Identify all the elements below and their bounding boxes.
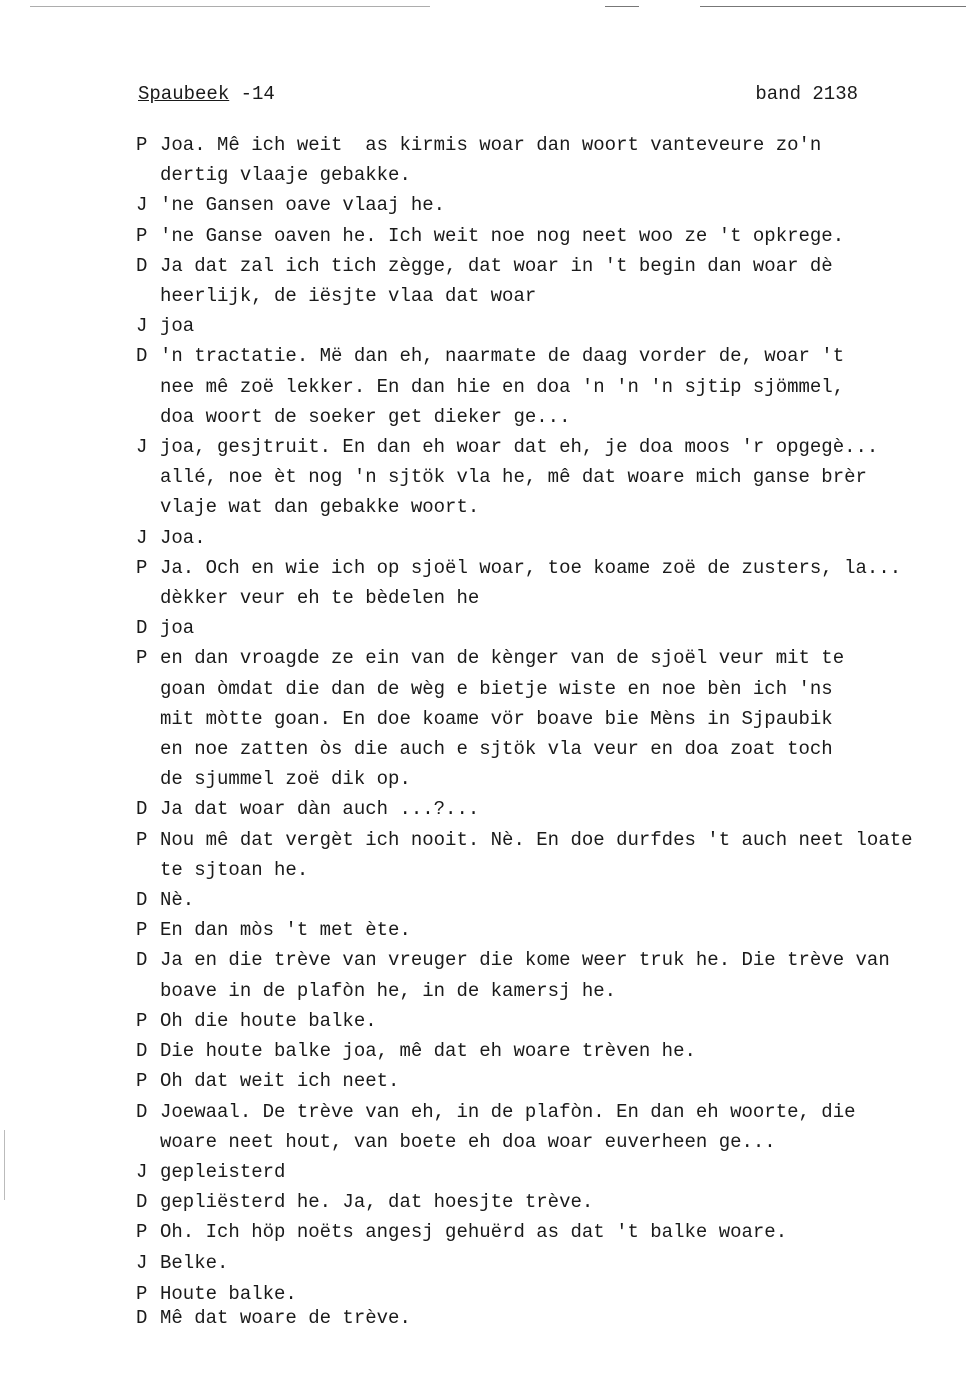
speaker-label: J: [136, 315, 148, 338]
utterance-line: Ja en die trève van vreuger die kome weer truk he. Die trève van: [160, 949, 890, 972]
utterance-line: Oh die houte balke.: [160, 1009, 377, 1032]
speaker-label: J: [136, 526, 148, 549]
utterance-line: Joewaal. De trève van eh, in de plafòn. En dan eh woorte, die: [160, 1100, 856, 1123]
utterance: [160, 1282, 966, 1306]
header-band: band 2138: [755, 83, 858, 105]
turn: [136, 311, 966, 341]
turn: [136, 945, 966, 1005]
speaker-label: D: [136, 1040, 148, 1063]
utterance-line: en noe zatten òs die auch e sjtök vla veur en doa zoat toch: [160, 738, 833, 761]
utterance-line: Ja. Och en wie ich op sjoël woar, toe koame zoë de zusters, la...: [160, 556, 902, 579]
utterance: [160, 1306, 966, 1330]
turn: [136, 1282, 966, 1306]
margin-mark: [4, 1130, 5, 1200]
utterance-line: Ja dat woar dàn auch ...?...: [160, 798, 480, 821]
speaker-label: D: [136, 1191, 148, 1214]
speaker-label: P: [136, 647, 148, 670]
utterance: [160, 1157, 966, 1187]
transcript: [136, 130, 966, 1330]
turn: [136, 221, 966, 251]
utterance-line: joa, gesjtruit. En dan eh woar dat eh, je doa moos 'r opgegè...: [160, 436, 879, 459]
speaker-label: P: [136, 919, 148, 942]
utterance-line: goan òmdat die dan de wèg e bietje wiste en noe bèn ich 'ns: [160, 677, 833, 700]
header-page-number: -14: [229, 83, 275, 105]
utterance-line: Houte balke.: [160, 1282, 297, 1305]
turn: [136, 1097, 966, 1157]
speaker-label: D: [136, 889, 148, 912]
speaker-label: P: [136, 1070, 148, 1093]
utterance-line: mit mòtte goan. En doe koame vör boave bie Mèns in Sjpaubik: [160, 707, 833, 730]
speaker-label: J: [136, 1160, 148, 1183]
speaker-label: D: [136, 345, 148, 368]
turn: [136, 130, 966, 190]
utterance: [160, 130, 966, 190]
utterance-line: joa: [160, 315, 195, 338]
utterance: [160, 523, 966, 553]
top-rule-right: [700, 6, 966, 7]
utterance-line: Oh. Ich höp noëts angesj gehuërd as dat 't balke woare.: [160, 1221, 788, 1244]
turn: [136, 613, 966, 643]
utterance-line: de sjummel zoë dik op.: [160, 768, 411, 791]
utterance-line: Die houte balke joa, mê dat eh woare trèven he.: [160, 1040, 696, 1063]
utterance-line: gepliësterd he. Ja, dat hoesjte trève.: [160, 1191, 594, 1214]
speaker-label: D: [136, 1100, 148, 1123]
turn: [136, 1187, 966, 1217]
utterance: [160, 1006, 966, 1036]
turn: [136, 885, 966, 915]
utterance-line: 'ne Gansen oave vlaaj he.: [160, 194, 446, 217]
turn: [136, 523, 966, 553]
utterance: [160, 1066, 966, 1096]
utterance-line: dèkker veur eh te bèdelen he: [160, 587, 480, 610]
utterance-line: 'ne Ganse oaven he. Ich weit noe nog neet woo ze 't opkrege.: [160, 224, 845, 247]
utterance: [160, 643, 966, 794]
utterance: [160, 613, 966, 643]
utterance-line: 'n tractatie. Më dan eh, naarmate de daag vorder de, woar 't: [160, 345, 845, 368]
turn: [136, 1157, 966, 1187]
utterance: [160, 1036, 966, 1066]
speaker-label: D: [136, 617, 148, 640]
utterance: [160, 885, 966, 915]
turn: [136, 1217, 966, 1247]
utterance-line: Belke.: [160, 1251, 229, 1274]
utterance: [160, 432, 966, 523]
header-place: Spaubeek: [138, 83, 230, 105]
utterance-line: Nè.: [160, 889, 195, 912]
utterance: [160, 1187, 966, 1217]
turn: [136, 1306, 966, 1330]
turn: [136, 1036, 966, 1066]
utterance: [160, 825, 966, 885]
turn: [136, 341, 966, 432]
utterance-line: gepleisterd: [160, 1160, 286, 1183]
speaker-label: D: [136, 949, 148, 972]
top-rule-mid: [605, 6, 639, 7]
speaker-label: J: [136, 436, 148, 459]
utterance: [160, 1248, 966, 1278]
header-title: [138, 80, 275, 108]
utterance-line: Joa. Mê ich weit as kirmis woar dan woort vanteveure zo'n: [160, 134, 822, 156]
utterance-line: dertig vlaaje gebakke.: [160, 164, 411, 187]
utterance: [160, 1217, 966, 1247]
utterance: [160, 311, 966, 341]
speaker-label: J: [136, 1251, 148, 1274]
top-rule-left: [30, 6, 430, 7]
utterance: [160, 251, 966, 311]
speaker-label: D: [136, 1306, 148, 1329]
turn: [136, 1066, 966, 1096]
turn: [136, 825, 966, 885]
utterance-line: vlaje wat dan gebakke woort.: [160, 496, 480, 519]
utterance-line: doa woort de soeker get dieker ge...: [160, 405, 571, 428]
turn: [136, 1248, 966, 1278]
turn: [136, 251, 966, 311]
speaker-label: P: [136, 1221, 148, 1244]
speaker-label: D: [136, 254, 148, 277]
utterance-line: boave in de plafòn he, in de kamersj he.: [160, 979, 617, 1002]
speaker-label: P: [136, 134, 148, 156]
utterance: [160, 945, 966, 1005]
turn: [136, 190, 966, 220]
utterance-line: heerlijk, de iësjte vlaa dat woar: [160, 285, 537, 308]
turn: [136, 643, 966, 794]
turn: [136, 553, 966, 613]
utterance: [160, 1097, 966, 1157]
utterance-line: Joa.: [160, 526, 206, 549]
utterance: [160, 915, 966, 945]
speaker-label: P: [136, 556, 148, 579]
utterance: [160, 190, 966, 220]
utterance-line: Nou mê dat vergèt ich nooit. Nè. En doe durfdes 't auch neet loate: [160, 828, 913, 851]
speaker-label: J: [136, 194, 148, 217]
utterance-line: te sjtoan he.: [160, 858, 309, 881]
utterance-line: woare neet hout, van boete eh doa woar euverheen ge...: [160, 1130, 776, 1153]
turn: [136, 1006, 966, 1036]
utterance-line: en dan vroagde ze ein van de kènger van de sjoël veur mit te: [160, 647, 845, 670]
speaker-label: P: [136, 1009, 148, 1032]
speaker-label: P: [136, 224, 148, 247]
utterance-line: joa: [160, 617, 195, 640]
utterance-line: Mê dat woare de trève.: [160, 1306, 411, 1329]
turn: [136, 915, 966, 945]
utterance: [160, 794, 966, 824]
speaker-label: P: [136, 1282, 148, 1305]
utterance-line: nee mê zoë lekker. En dan hie en doa 'n 'n 'n sjtip sjömmel,: [160, 375, 845, 398]
utterance: [160, 553, 966, 613]
utterance: [160, 341, 966, 432]
turn: [136, 794, 966, 824]
utterance-line: En dan mòs 't met ète.: [160, 919, 411, 942]
turn: [136, 432, 966, 523]
utterance-line: Ja dat zal ich tich zègge, dat woar in 't begin dan woar dè: [160, 254, 833, 277]
speaker-label: P: [136, 828, 148, 851]
speaker-label: D: [136, 798, 148, 821]
utterance-line: allé, noe èt nog 'n sjtök vla he, mê dat woare mich ganse brèr: [160, 466, 867, 489]
utterance-line: Oh dat weit ich neet.: [160, 1070, 400, 1093]
utterance: [160, 221, 966, 251]
